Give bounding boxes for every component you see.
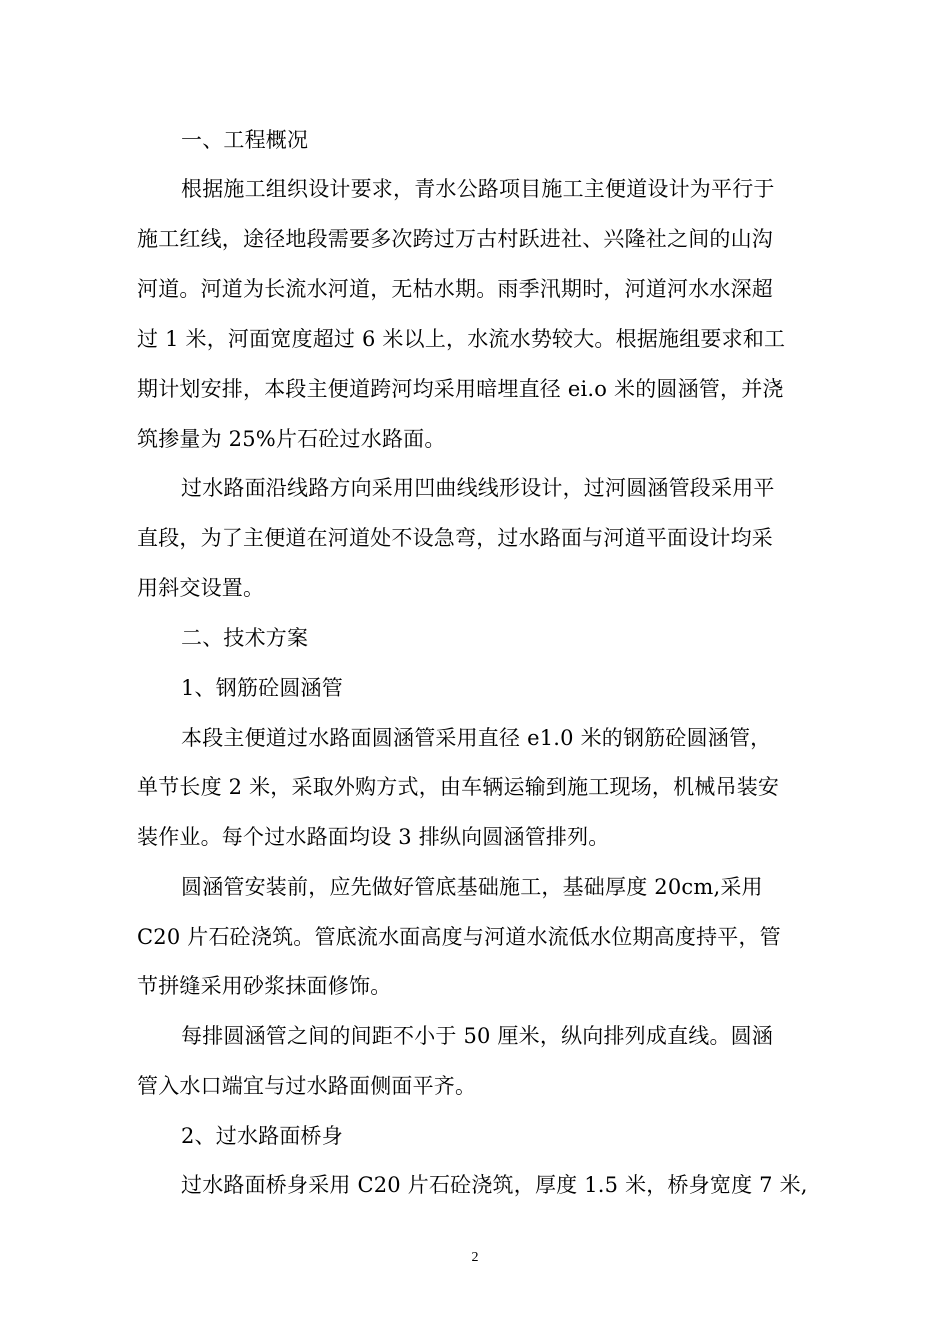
paragraph-line: 节拼缝采用砂浆抹面修饰。 — [137, 974, 392, 998]
paragraph-line: 期计划安排，本段主便道跨河均采用暗埋直径 ei.o 米的圆涵管，并浇 — [137, 377, 784, 401]
paragraph-line: 过水路面桥身采用 C20 片石砼浇筑，厚度 1.5 米，桥身宽度 7 米, — [181, 1173, 808, 1197]
paragraph-line: 每排圆涵管之间的间距不小于 50 厘米，纵向排列成直线。圆涵 — [181, 1024, 774, 1048]
paragraph-line: 过 1 米，河面宽度超过 6 米以上，水流水势较大。根据施组要求和工 — [137, 327, 786, 351]
paragraph-line: 筑掺量为 25%片石砼过水路面。 — [137, 427, 446, 451]
paragraph-line: 过水路面沿线路方向采用凹曲线线形设计，过河圆涵管段采用平 — [181, 476, 775, 500]
paragraph-line: 圆涵管安装前，应先做好管底基础施工，基础厚度 20cm,采用 — [181, 875, 763, 899]
paragraph-line: 管入水口端宜与过水路面侧面平齐。 — [137, 1074, 477, 1098]
paragraph-line: 河道。河道为长流水河道，无枯水期。雨季汛期时，河道河水水深超 — [137, 277, 773, 301]
paragraph-line: 装作业。每个过水路面均设 3 排纵向圆涵管排列。 — [137, 825, 610, 849]
section-heading-technical: 二、技术方案 — [181, 626, 309, 650]
paragraph-line: 用斜交设置。 — [137, 576, 265, 600]
paragraph-line: 本段主便道过水路面圆涵管采用直径 e1.0 米的钢筋砼圆涵管， — [181, 726, 772, 750]
page-number: 2 — [471, 1250, 479, 1265]
paragraph-line: 施工红线，途径地段需要多次跨过万古村跃进社、兴隆社之间的山沟 — [137, 227, 773, 251]
subsection-heading-culvert: 1、钢筋砼圆涵管 — [181, 676, 343, 700]
paragraph-line: 单节长度 2 米，采取外购方式，由车辆运输到施工现场，机械吊装安 — [137, 775, 780, 799]
paragraph-line: C20 片石砼浇筑。管底流水面高度与河道水流低水位期高度持平，管 — [137, 925, 781, 949]
subsection-heading-bridge-body: 2、过水路面桥身 — [181, 1124, 343, 1148]
section-heading-overview: 一、工程概况 — [181, 128, 309, 152]
paragraph-line: 根据施工组织设计要求，青水公路项目施工主便道设计为平行于 — [181, 177, 775, 201]
paragraph-line: 直段，为了主便道在河道处不设急弯，过水路面与河道平面设计均采 — [137, 526, 773, 550]
